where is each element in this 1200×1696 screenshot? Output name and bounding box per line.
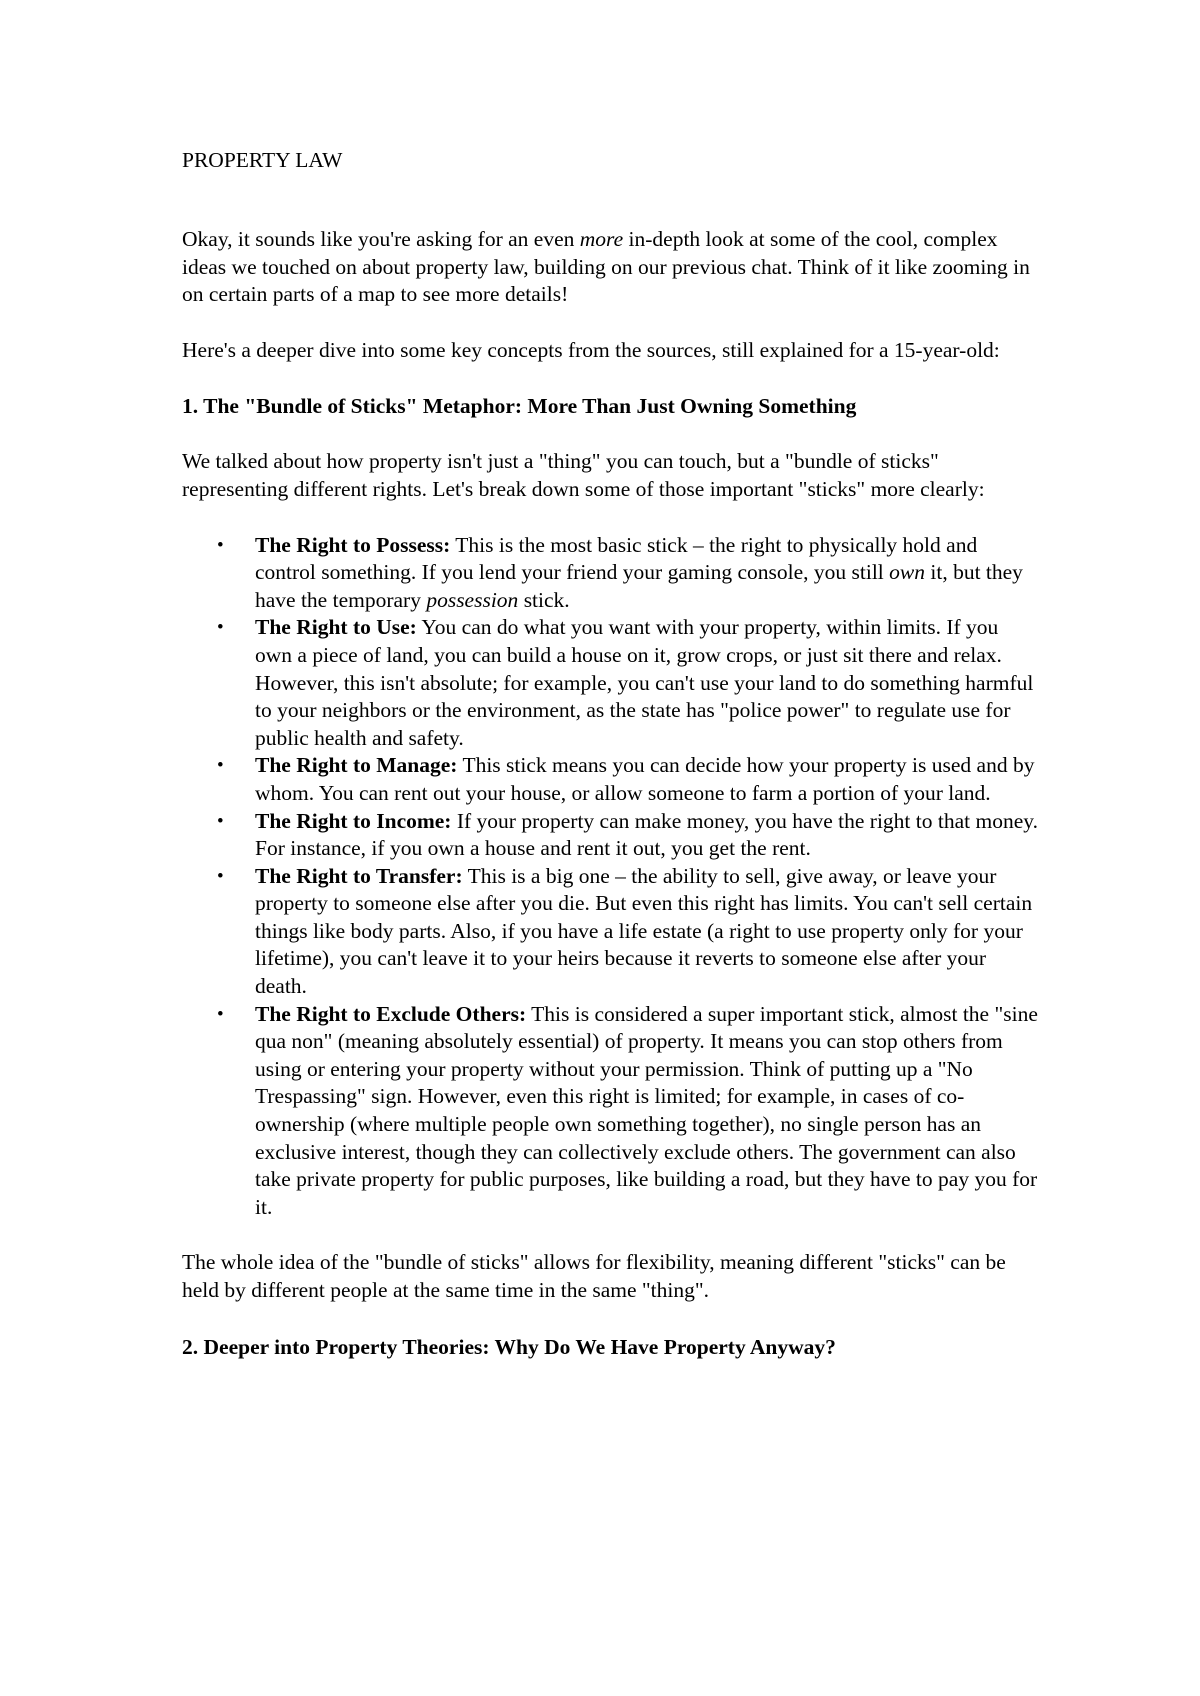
bullet-icon: • [217,534,224,556]
italic-run: own [889,560,925,585]
bold-run: The Right to Possess: [255,532,451,557]
bullet-icon: • [217,810,224,832]
text-run: This stick means you can decide how your property is used and by whom. You can rent out your house, or allow someone to farm a portion of your land. [255,753,1035,805]
text-run: This is considered a super important stick, almost the "sine qua non" (meaning absolutely essential) of property. It means you can stop others from using or entering your property without your permission. Think of putting up a "No Trespassing" sign. However, even this right is limited; for example, in cases of co-ownership (where multiple people own something together), no single person has an exclusive interest, though they can collectively exclude others. The government can also take private property for public purposes, like building a road, but they have to pay you for it. [255,1001,1038,1219]
text-run: This is a big one – the ability to sell, give away, or leave your property to someone else after you die. But even this right has limits. You can't sell certain things like body parts. Also, if you have a life estate (a right to use property only for your lifetime), you can't leave it to your heirs because it reverts to someone else after your death. [255,863,1033,999]
list-item [217,532,1040,615]
text-run: You can do what you want with your property, within limits. If you own a piece of land, you can build a house on it, grow crops, or just sit there and relax. However, this isn't absolute; for example, you can't use your land to do something harmful to your neighbors or the environment, as the state has "police power" to regulate use for public health and safety. [255,615,1034,750]
list-item-text [255,1002,1038,1219]
bold-run: The Right to Manage: [255,753,458,778]
text-run: If your property can make money, you have the right to that money. For instance, if you own a house and rent it out, you get the rent. [255,808,1038,861]
italic-run: more [579,227,624,251]
list-item-text [255,615,1033,749]
italic-run: possession [426,587,519,612]
section-1-heading: 1. The "Bundle of Sticks" Metaphor: More Than Just Owning Something [182,394,857,419]
list-item [217,752,1040,807]
bold-run: The Right to Exclude Others: [255,1001,527,1026]
bundle-of-sticks-list [182,532,1040,1222]
list-item [217,614,1040,752]
list-item [217,808,1040,863]
section-2-heading: 2. Deeper into Property Theories: Why Do We Have Property Anyway? [182,1334,836,1359]
text-run: Here's a deeper dive into some key concepts from the sources, still explained for a 15-year-old: [182,337,1000,362]
text-run: stick. [518,587,570,612]
section-1-closing [182,1249,1040,1304]
bullet-icon: • [217,865,224,887]
text-run: The whole idea of the "bundle of sticks" allows for flexibility, meaning different "sticks" can be held by different people at the same time in the same "thing". [182,1250,1006,1302]
text-run: in-depth look at some of the cool, complex ideas we touched on about property law, building on our previous chat. Think of it like zooming in on certain parts of a map to see more details! [182,227,1030,307]
list-item-text [255,753,1034,805]
bullet-icon: • [217,1003,224,1025]
bold-run: The Right to Use: [255,615,417,640]
bullet-icon: • [217,617,224,639]
list-item-text [255,864,1032,998]
list-item [217,1001,1040,1222]
list-item-text [255,809,1038,861]
bold-run: The Right to Transfer: [255,863,463,888]
document-title: PROPERTY LAW [182,148,343,172]
intro-paragraph-2 [182,337,1040,365]
section-1-intro [182,448,1040,503]
bullet-icon: • [217,755,224,777]
text-run: Okay, it sounds like you're asking for an even [182,227,580,251]
list-item [217,863,1040,1001]
text-run: This is the most basic stick – the right to physically hold and control something. If you lend your friend your gaming console, you still [255,532,978,585]
text-run: We talked about how property isn't just a "thing" you can touch, but a "bundle of sticks" representing different rights. Let's break down some of those important "sticks" more clearly: [182,449,985,501]
text-run: it, but they have the temporary [255,560,1023,612]
bold-run: The Right to Income: [255,808,452,833]
list-item-text [255,533,1023,612]
intro-paragraph-1 [182,226,1040,309]
